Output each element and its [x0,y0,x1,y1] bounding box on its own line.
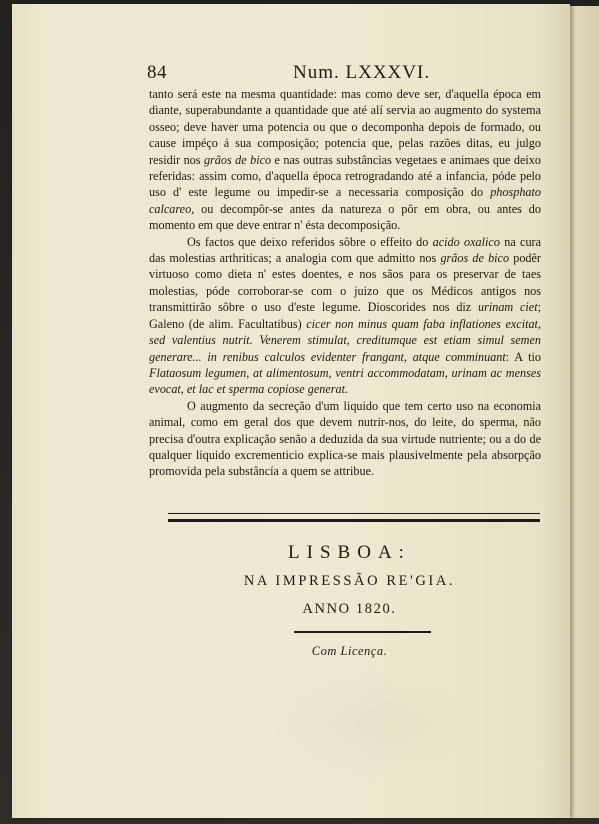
imprint-license: Com Licença. [311,644,388,658]
book-page [12,4,570,818]
short-rule-divider [294,631,431,633]
issue-number: Num. LXXXVI. [293,62,431,83]
imprint-year: ANNO 1820. [302,601,397,617]
paragraph-1: tanto será este na mesma quantidade: mas como deve ser, d'aquella época em diante, superabundante a quantidade que até alí servia ao augmento do systema osseo; deve haver uma potencia ou que o decomponha depois de formado, ou cause impéço á sua composição; potencia que, pelas razões ditas, eu julgo residir nos grãos de bico e nas outras substâncias vegetaes e animaes que deixo referidas: assim como, d'aquella época retrogradando até a infancia, póde pelo uso d' este legume ou impedir-se a necessaria composição do phosphato calcareo, ou decompôr-se antes da natureza o pôr em obra, ou antes do momento em que deve entrar n' ésta decomposição. [149,87,541,233]
paragraph-2: Os factos que deixo referidos sôbre o effeito do acido oxalico na cura das molestias arthriticas; a analogia com que admitto nos grãos de bico podêr virtuoso como dieta n' estes doentes, e nos sãos para os preservar de taes molestias, póde corroborar-se com o juizo que os Médicos antigos nos transmittirão sôbre o uso d'este legume. Dioscorides nos diz urinam ciet; Galeno (de alim. Facultatibus) cicer non minus quam faba inflationes excitat, sed valentius nutrit. Venerem stimulat, creditumque est etiam simul semen generare... in renibus calculos evidenter frangant, atque comminuant: A tio Flataosum legumen, at alimentosum, ventri accommodatam, urinam ac menses evocat, et lac et sperma copiose generat. [149,234,542,397]
page-number: 84 [147,62,167,83]
paragraph-3: O augmento da secreção d'um liquido que tem certo uso na economia animal, como em geral dos que devem nutrir-nos, do leite, do sperma, não precisa d'outra explicação senão a deduzida da sua virtude nutriente; ou a do de qualquer liquido excrementicio explica-se mais plausivelmente pela absorpção promovida pela substâncía a quem se attribue. [149,398,541,479]
double-rule-divider [168,513,540,522]
imprint-city: LISBOA: [288,542,411,563]
imprint-press: NA IMPRESSÃO RE'GIA. [243,573,456,589]
show-through-smudge [272,664,472,784]
body-text [149,86,541,480]
